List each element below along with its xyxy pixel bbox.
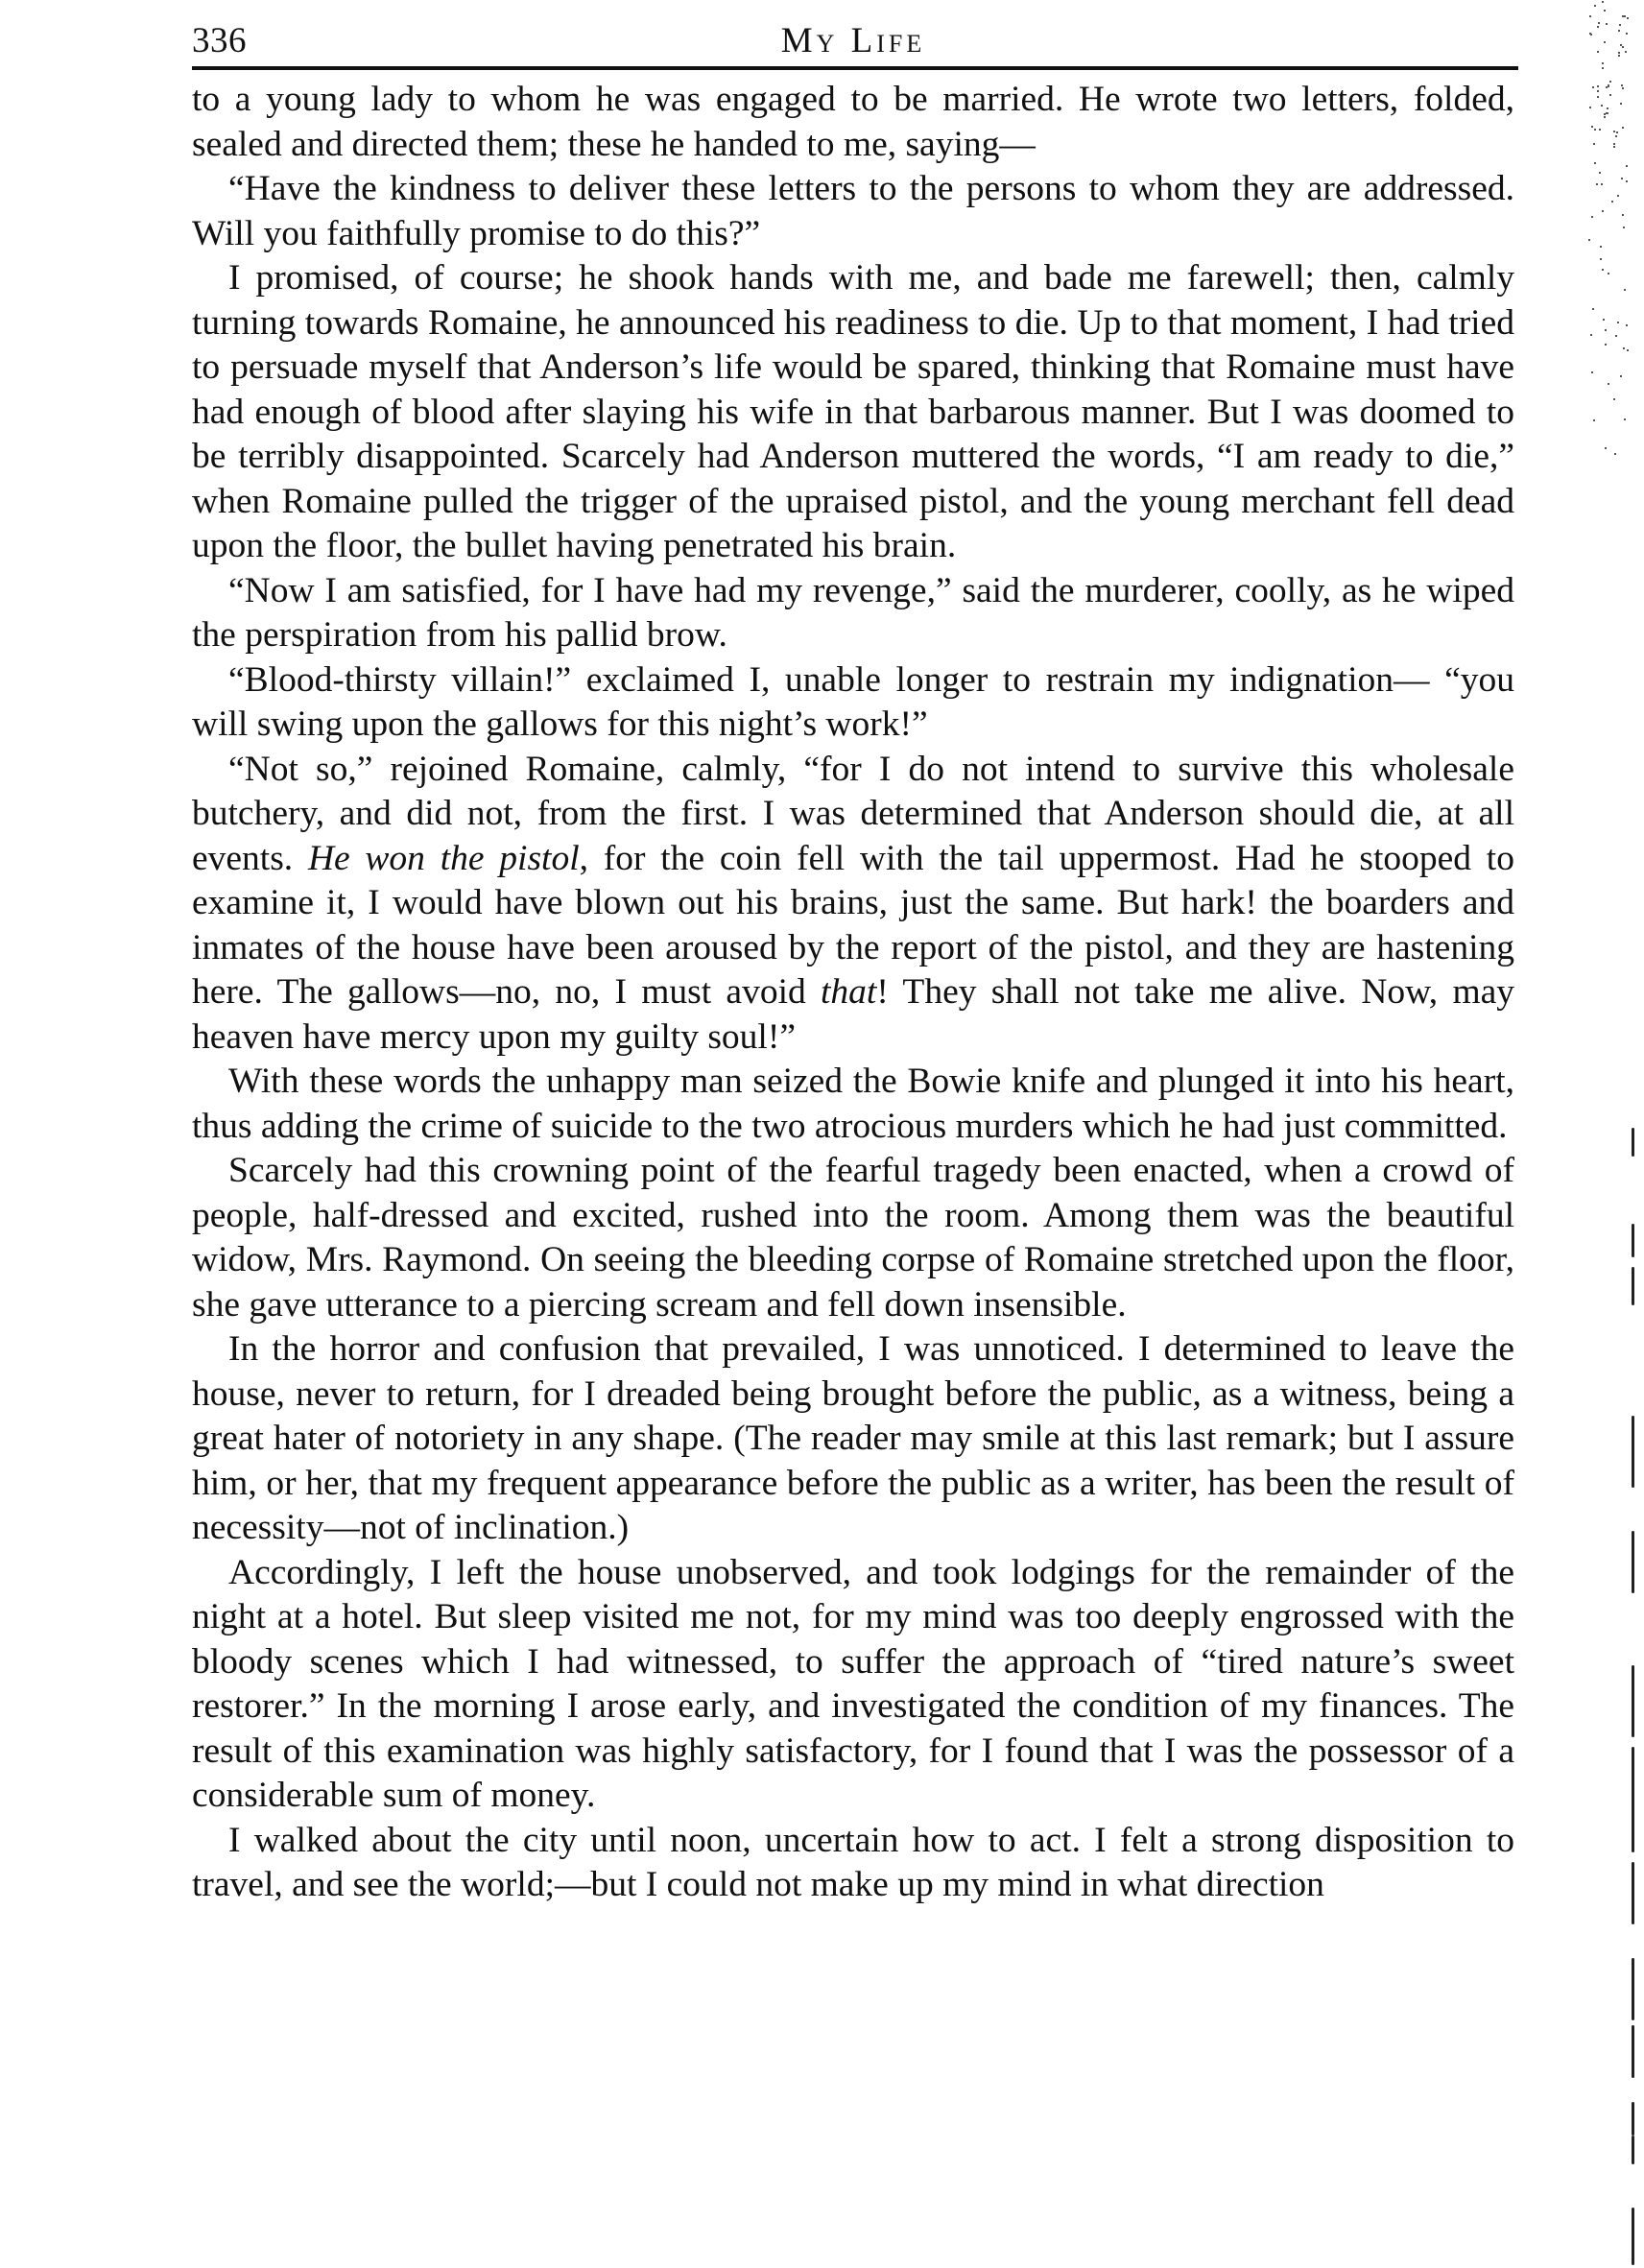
scan-speck [1588,239,1590,241]
scan-speck [1607,107,1608,109]
scan-speck [1607,112,1608,114]
scan-speck [1604,10,1606,12]
scan-speck [1591,126,1593,128]
scan-speck [1626,180,1628,182]
scan-speck [1618,55,1620,57]
paragraph [192,748,1514,1061]
scan-speck [1596,183,1598,185]
scan-speck [1622,214,1624,216]
scan-speck [1613,143,1615,145]
page-edge-mark [1632,1958,1634,2020]
scan-speck [1602,269,1604,271]
running-title: My Life [780,21,926,60]
text-run: to a young lady to whom he was engaged to be married. He wrote two letters, folded, sealed and directed them; these he handed to me, saying— [192,80,1514,164]
scan-speck [1606,86,1608,88]
scan-speck [1590,334,1592,336]
scan-speck [1626,165,1628,167]
scan-speck [1608,84,1609,86]
page-edge-mark [1632,1790,1634,1852]
scan-speck [1621,178,1623,179]
text-run: I promised, of course; he shook hands with me, and bade me farewell; then, calmly turning towards Romaine, he announced his readiness to die. Up to that moment, I had tried to persuade myself that Anderson’s life would be spared, thinking that Romaine must have had enough of blood after slaying his wife in that barbarous manner. But I was doomed to be terribly disappointed. Scarcely had Anderson muttered the words, “I am ready to die,” when Romaine pulled the trigger of the upraised pistol, and the young merchant fell dead upon the floor, the bullet having penetrated his brain. [192,258,1514,565]
scan-speck [1602,1,1604,3]
page-edge-mark [1632,2102,1634,2136]
body-text [192,78,1514,1908]
scan-speck [1598,22,1600,24]
paragraph [192,1327,1514,1551]
scan-speck [1623,227,1625,228]
scan-speck [1619,24,1621,26]
text-run: ! They shall not take me alive. Now, may heaven have mercy upon my guilty soul!” [192,972,1515,1057]
scan-speck [1613,398,1615,400]
scan-speck [1601,183,1603,185]
scan-speck [1622,87,1624,89]
page-edge-mark [1632,1128,1634,1157]
italic-text: He won the pistol [307,838,580,878]
page-edge-mark [1632,2241,1634,2265]
paragraph [192,1149,1514,1327]
scan-speck [1626,33,1628,35]
scan-speck [1604,116,1606,118]
page-edge-mark [1632,1665,1634,1737]
page-edge-mark [1632,2025,1634,2078]
scan-speck [1597,96,1599,98]
scan-speck [1615,135,1617,137]
scan-speck [1597,26,1599,28]
scan-speck [1611,201,1613,203]
scan-speck [1594,129,1596,131]
scan-speck [1602,67,1604,69]
paragraph [192,658,1514,748]
page-edge-mark [1632,1416,1634,1488]
text-run: In the horror and confusion that prevailed, I was unnoticed. I determined to leave the house, never to return, for I dreaded being brought before the public, as a witness, being a great hater of notoriety in any shape. (The reader may smile at this last remark; but I assure him, or her, that my frequent appearance before the public as a writer, has been the result of necessity—not of inclination.) [192,1329,1514,1547]
page-edge-mark [1632,2208,1634,2246]
scan-speck [1600,246,1602,248]
paragraph [192,167,1514,256]
paragraph [192,78,1514,167]
paragraph [192,256,1514,569]
scan-speck [1617,322,1619,323]
scan-speck [1599,129,1601,131]
scan-speck [1605,447,1607,449]
scan-speck [1613,131,1615,132]
scan-speck [1615,335,1617,337]
scan-speck [1621,84,1623,86]
scan-speck [1599,172,1601,174]
text-run: With these words the unhappy man seized the Bowie knife and plunged it into his heart, thus adding the crime of suicide to the two atrocious murders which he had just committed. [192,1062,1514,1146]
scan-speck [1609,94,1611,96]
page-edge-mark [1632,2136,1634,2164]
running-head [192,17,1514,65]
scan-speck [1623,347,1625,349]
scan-speck [1597,51,1599,53]
text-run: I walked about the city until noon, uncertain how to act. I felt a strong disposition to travel, and see the world;—but I could not make up my mind in what direction [192,1820,1514,1904]
scan-speck [1609,81,1611,83]
scan-speck [1602,62,1604,64]
scan-speck [1605,344,1607,346]
scan-speck [1622,46,1624,48]
scan-speck [1594,162,1596,164]
scan-speck [1597,85,1599,87]
page-edge-mark [1632,1531,1634,1593]
text-run: “Now I am satisfied, for I have had my revenge,” said the murderer, coolly, as he wiped the perspiration from his pallid brow. [192,570,1514,655]
scan-speck [1600,258,1602,260]
scan-speck [1617,195,1619,197]
scan-speck [1601,105,1603,107]
scan-speck [1594,5,1596,7]
scan-speck [1602,210,1604,212]
scan-speck [1620,103,1622,105]
scan-speck [1608,383,1609,385]
scan-speck [1589,107,1591,108]
page-number: 336 [192,21,247,60]
scan-speck [1593,419,1595,421]
text-run: “Not so,” rejoined Romaine, calmly, “for I do not intend to survive this wholesale butchery, and did not, from the first. I was determined that Anderson should die, at all events. [192,749,1514,878]
scan-speck [1604,41,1606,43]
scan-speck [1589,15,1591,17]
scan-speck [1608,273,1609,275]
text-run: Accordingly, I left the house unobserved, and took lodgings for the remainder of the night at a hotel. But sleep visited me not, for my mind was too deeply engrossed with the bloody scenes which I had witnessed, to suffer the approach of “tired nature’s sweet restorer.” In the morning I arose early, and investigated the condition of my finances. The result of this examination was highly satisfactory, for I found that I was the possessor of a considerable sum of money. [192,1552,1514,1815]
scan-speck [1614,453,1616,455]
scan-speck [1592,86,1594,88]
paragraph [192,569,1514,658]
scan-speck [1593,143,1595,145]
text-run: “Have the kindness to deliver these letters to the persons to whom they are addressed. Will you faithfully promise to do this?” [192,169,1514,253]
paragraph [192,1819,1514,1908]
scan-speck [1625,51,1627,53]
scan-speck [1627,17,1629,19]
scan-speck [1605,329,1607,331]
scan-speck [1589,33,1591,35]
scan-speck [1620,375,1622,377]
scan-margin-noise [1588,0,1644,2268]
scan-speck [1627,349,1629,351]
scan-speck [1591,371,1593,373]
text-run: “Blood-thirsty villain!” exclaimed I, unable longer to restrain my indignation— “you will swing upon the gallows for this night’s work!” [192,659,1514,744]
scan-speck [1616,131,1618,133]
page-edge-mark [1632,1224,1634,1257]
scan-speck [1606,23,1608,25]
page-edge-mark [1632,1267,1634,1305]
scan-speck [1622,127,1624,129]
scan-speck [1624,289,1626,291]
paragraph [192,1551,1514,1819]
scan-speck [1624,418,1626,420]
header-rule [192,66,1518,70]
scan-speck [1597,90,1599,92]
text-run: , for the coin fell with the tail uppermost. Had he stooped to examine it, I would have blown out his brains, just the same. But hark! the boarders and inmates of the house have been aroused by the report of the pistol, and they are hastening here. The gallows—no, no, I must avoid [192,838,1514,1012]
paragraph [192,1060,1514,1149]
scan-speck [1620,44,1622,46]
italic-text: that [821,972,877,1012]
scan-speck [1592,308,1594,310]
scan-speck [1603,319,1605,321]
scan-speck [1613,146,1615,148]
scan-speck [1626,324,1628,326]
page-edge-mark [1632,1862,1634,1924]
scan-speck [1618,30,1620,32]
scan-speck [1591,216,1593,218]
scan-speck [1618,52,1620,54]
text-run: Scarcely had this crowning point of the fearful tragedy been enacted, when a crowd of people, half-dressed and excited, rushed into the room. Among them was the beautiful widow, Mrs. Raymond. On seeing the bleeding corpse of Romaine stretched upon the floor, she gave utterance to a piercing scream and fell down insensible. [192,1151,1514,1325]
